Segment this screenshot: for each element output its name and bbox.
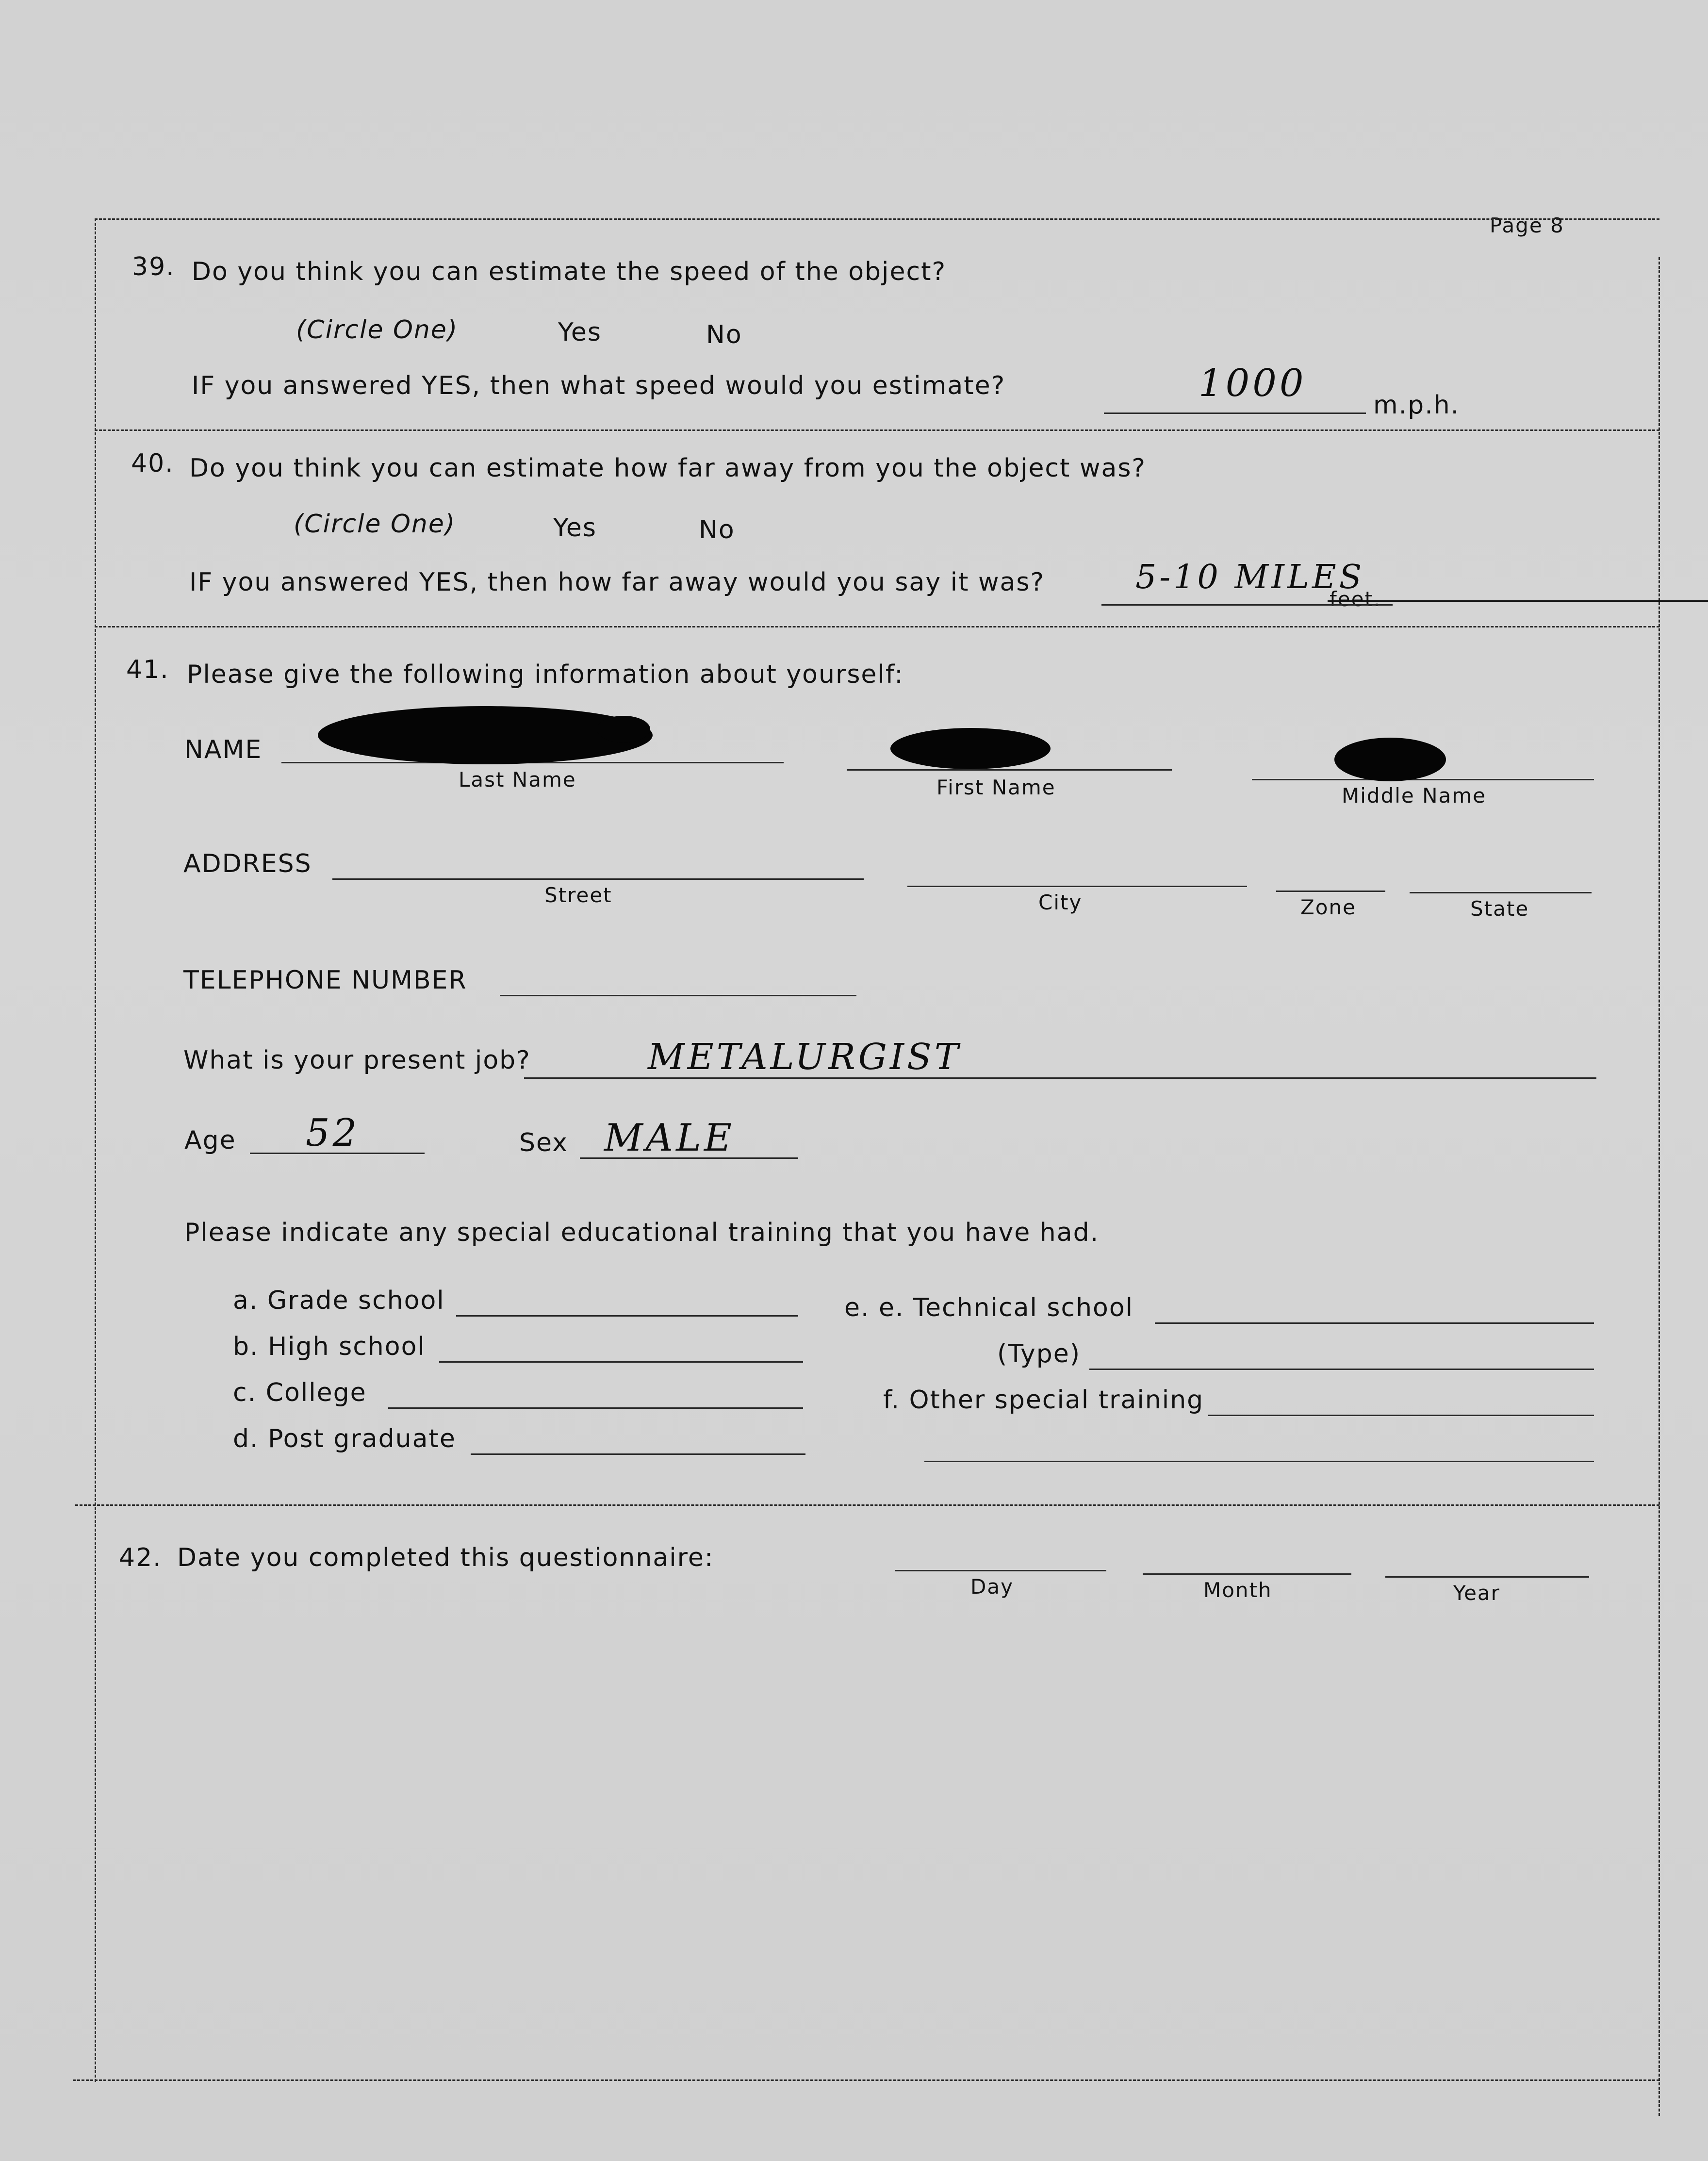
redaction-last-name-tail [597, 716, 650, 742]
telephone-label: TELEPHONE NUMBER [183, 966, 467, 995]
education-grade-school-label: a. Grade school [233, 1286, 445, 1315]
job-answer[interactable]: METALURGIST [648, 1036, 962, 1078]
q39-circle-one: (Circle One) [296, 315, 459, 345]
education-type-line[interactable] [1089, 1369, 1594, 1370]
education-high-school-label: b. High school [233, 1332, 426, 1361]
age-line [250, 1153, 425, 1154]
city-caption: City [1038, 891, 1083, 914]
page-number: Page 8 [1490, 214, 1564, 237]
first-name-line[interactable] [847, 769, 1172, 771]
frame-bottom [73, 2079, 1659, 2081]
redaction-first-name [890, 728, 1051, 769]
age-label: Age [184, 1126, 236, 1155]
q39-speed-line [1104, 412, 1366, 414]
q41-intro: Please give the following information about yourself: [187, 660, 904, 689]
q39-yes-option[interactable]: Yes [558, 318, 602, 347]
middle-name-caption: Middle Name [1342, 784, 1486, 808]
frame-top [95, 218, 1659, 220]
q39-question: Do you think you can estimate the speed of the object? [192, 257, 947, 286]
education-college-line[interactable] [388, 1407, 803, 1409]
education-high-school-line[interactable] [439, 1361, 803, 1363]
job-label: What is your present job? [183, 1046, 531, 1075]
frame-left [95, 218, 96, 2082]
state-line[interactable] [1410, 892, 1592, 893]
q42-number: 42. [119, 1543, 162, 1572]
q40-distance-answer[interactable]: 5-10 MILES [1135, 558, 1365, 596]
q40-question: Do you think you can estimate how far away from you the object was? [189, 454, 1147, 483]
q40-followup: IF you answered YES, then how far away would you say it was? [189, 568, 1045, 597]
education-other-training-line[interactable] [1208, 1415, 1594, 1416]
q39-number: 39. [132, 252, 175, 281]
frame-right [1659, 257, 1660, 2116]
education-other-training-line-2[interactable] [924, 1461, 1594, 1462]
telephone-line[interactable] [500, 995, 856, 996]
divider-40-41 [95, 626, 1659, 627]
q39-speed-answer[interactable]: 1000 [1199, 362, 1307, 405]
sex-line [580, 1157, 798, 1159]
job-line [524, 1077, 1596, 1079]
q40-no-option[interactable]: No [699, 515, 735, 544]
address-label: ADDRESS [183, 849, 312, 878]
education-college-label: c. College [233, 1378, 367, 1407]
zone-line[interactable] [1276, 891, 1385, 892]
age-answer[interactable]: 52 [306, 1111, 360, 1155]
q41-number: 41. [126, 655, 169, 684]
city-line[interactable] [907, 886, 1247, 887]
q40-circle-one: (Circle One) [294, 510, 456, 539]
education-technical-school-line[interactable] [1155, 1322, 1594, 1324]
education-other-training-label: f. Other special training [883, 1386, 1204, 1415]
state-caption: State [1470, 897, 1529, 921]
divider-41-42 [75, 1504, 1659, 1506]
education-grade-school-line[interactable] [456, 1315, 798, 1317]
education-technical-school-label: e. e. Technical school [844, 1293, 1134, 1322]
education-type-label: (Type) [997, 1339, 1081, 1369]
q42-month-caption: Month [1203, 1578, 1272, 1602]
sex-answer[interactable]: MALE [604, 1116, 735, 1160]
education-prompt: Please indicate any special educational training that you have had. [184, 1218, 1100, 1247]
q39-no-option[interactable]: No [706, 320, 742, 349]
sex-label: Sex [519, 1128, 568, 1157]
q40-yes-option[interactable]: Yes [553, 513, 597, 543]
q42-year-caption: Year [1453, 1581, 1500, 1605]
q42-day-caption: Day [970, 1575, 1014, 1599]
name-label: NAME [184, 735, 263, 764]
q42-question: Date you completed this questionnaire: [177, 1543, 714, 1572]
q42-year-line[interactable] [1385, 1576, 1589, 1578]
q40-number: 40. [131, 449, 174, 478]
street-line[interactable] [332, 878, 864, 880]
education-post-graduate-label: d. Post graduate [233, 1424, 456, 1453]
divider-39-40 [95, 429, 1659, 431]
q40-distance-line [1101, 604, 1393, 606]
q42-day-line[interactable] [895, 1570, 1106, 1571]
zone-caption: Zone [1300, 895, 1356, 919]
q39-followup: IF you answered YES, then what speed would you estimate? [192, 371, 1006, 400]
middle-name-line[interactable] [1252, 779, 1594, 780]
q40-unit-struck: feet. [1330, 587, 1708, 611]
q39-unit: m.p.h. [1373, 391, 1460, 420]
last-name-caption: Last Name [459, 768, 576, 792]
street-caption: Street [544, 883, 612, 907]
q42-month-line[interactable] [1143, 1573, 1351, 1575]
education-post-graduate-line[interactable] [471, 1453, 805, 1455]
first-name-caption: First Name [936, 775, 1056, 799]
redaction-middle-name [1334, 738, 1446, 781]
